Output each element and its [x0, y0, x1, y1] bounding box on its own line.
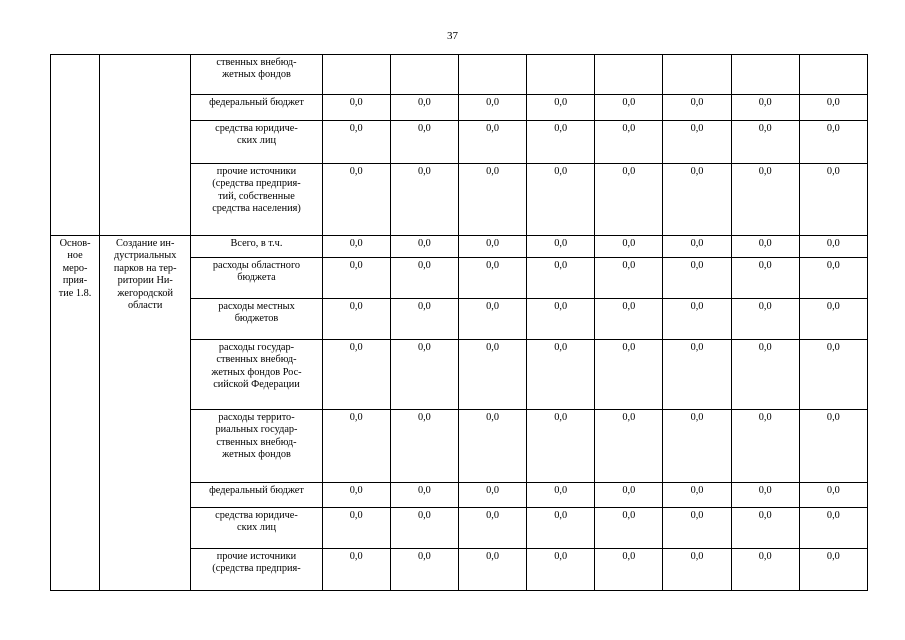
- value-cell: 0,0: [322, 549, 390, 591]
- measure-name: Создание ин- дустриальных парков на тер- ритории Ни- жегородской области: [100, 236, 191, 591]
- value-cell: 0,0: [731, 258, 799, 299]
- value-cell: 0,0: [595, 164, 663, 236]
- source-label: Всего, в т.ч.: [191, 236, 322, 258]
- value-cell: 0,0: [663, 299, 731, 340]
- value-cell: 0,0: [731, 299, 799, 340]
- value-cell: 0,0: [527, 236, 595, 258]
- value-cell: 0,0: [458, 121, 526, 164]
- value-cell: 0,0: [458, 164, 526, 236]
- value-cell: 0,0: [527, 508, 595, 549]
- value-cell: 0,0: [527, 258, 595, 299]
- value-cell: [731, 55, 799, 95]
- table-row: [51, 236, 868, 258]
- value-cell: 0,0: [663, 340, 731, 410]
- value-cell: 0,0: [731, 508, 799, 549]
- source-label: расходы государ- ственных внебюд- жетных фондов Рос- сийской Федерации: [191, 340, 322, 410]
- value-cell: 0,0: [595, 258, 663, 299]
- measure-code: Основ- ное меро- прия- тие 1.8.: [51, 236, 100, 591]
- source-label: расходы областного бюджета: [191, 258, 322, 299]
- page-number: 37: [447, 30, 458, 42]
- value-cell: 0,0: [458, 508, 526, 549]
- value-cell: 0,0: [663, 483, 731, 508]
- source-label: федеральный бюджет: [191, 483, 322, 508]
- value-cell: 0,0: [527, 164, 595, 236]
- source-label: расходы местных бюджетов: [191, 299, 322, 340]
- value-cell: 0,0: [663, 95, 731, 121]
- value-cell: 0,0: [322, 483, 390, 508]
- value-cell: 0,0: [731, 95, 799, 121]
- value-cell: 0,0: [322, 121, 390, 164]
- value-cell: 0,0: [390, 95, 458, 121]
- value-cell: 0,0: [799, 549, 867, 591]
- value-cell: 0,0: [390, 299, 458, 340]
- source-label: средства юридиче- ских лиц: [191, 121, 322, 164]
- value-cell: 0,0: [322, 410, 390, 483]
- value-cell: 0,0: [595, 483, 663, 508]
- value-cell: 0,0: [799, 410, 867, 483]
- value-cell: 0,0: [390, 121, 458, 164]
- empty-name-cell: [100, 55, 191, 236]
- value-cell: 0,0: [390, 258, 458, 299]
- value-cell: 0,0: [799, 236, 867, 258]
- value-cell: 0,0: [458, 258, 526, 299]
- value-cell: 0,0: [799, 258, 867, 299]
- source-label: расходы террито- риальных государ- ственных внебюд- жетных фондов: [191, 410, 322, 483]
- value-cell: 0,0: [595, 508, 663, 549]
- value-cell: 0,0: [731, 121, 799, 164]
- value-cell: 0,0: [595, 299, 663, 340]
- value-cell: [527, 55, 595, 95]
- value-cell: 0,0: [799, 340, 867, 410]
- value-cell: 0,0: [595, 236, 663, 258]
- value-cell: 0,0: [527, 410, 595, 483]
- value-cell: 0,0: [322, 236, 390, 258]
- value-cell: 0,0: [799, 483, 867, 508]
- value-cell: 0,0: [731, 410, 799, 483]
- value-cell: 0,0: [731, 340, 799, 410]
- value-cell: 0,0: [663, 121, 731, 164]
- value-cell: 0,0: [663, 508, 731, 549]
- value-cell: 0,0: [527, 121, 595, 164]
- value-cell: 0,0: [799, 95, 867, 121]
- value-cell: 0,0: [527, 483, 595, 508]
- value-cell: [595, 55, 663, 95]
- value-cell: 0,0: [322, 258, 390, 299]
- value-cell: 0,0: [799, 164, 867, 236]
- value-cell: 0,0: [390, 164, 458, 236]
- value-cell: 0,0: [663, 549, 731, 591]
- value-cell: 0,0: [390, 483, 458, 508]
- value-cell: 0,0: [663, 164, 731, 236]
- value-cell: 0,0: [663, 410, 731, 483]
- empty-code-cell: [51, 55, 100, 236]
- value-cell: 0,0: [731, 549, 799, 591]
- value-cell: 0,0: [663, 236, 731, 258]
- source-label: федеральный бюджет: [191, 95, 322, 121]
- source-label: средства юридиче- ских лиц: [191, 508, 322, 549]
- value-cell: 0,0: [595, 549, 663, 591]
- table-row: [51, 55, 868, 95]
- value-cell: [390, 55, 458, 95]
- value-cell: 0,0: [527, 95, 595, 121]
- value-cell: 0,0: [595, 340, 663, 410]
- value-cell: 0,0: [458, 549, 526, 591]
- value-cell: 0,0: [527, 340, 595, 410]
- value-cell: 0,0: [458, 95, 526, 121]
- value-cell: 0,0: [390, 549, 458, 591]
- value-cell: 0,0: [731, 483, 799, 508]
- value-cell: [322, 55, 390, 95]
- value-cell: 0,0: [799, 121, 867, 164]
- value-cell: 0,0: [458, 340, 526, 410]
- source-label: прочие источники (средства предприя- тий, собственные средства населения): [191, 164, 322, 236]
- value-cell: 0,0: [731, 236, 799, 258]
- value-cell: 0,0: [731, 164, 799, 236]
- value-cell: [663, 55, 731, 95]
- value-cell: 0,0: [458, 299, 526, 340]
- value-cell: 0,0: [322, 299, 390, 340]
- value-cell: 0,0: [595, 410, 663, 483]
- value-cell: 0,0: [663, 258, 731, 299]
- value-cell: 0,0: [458, 483, 526, 508]
- source-label: прочие источники (средства предприя-: [191, 549, 322, 591]
- value-cell: 0,0: [322, 164, 390, 236]
- source-label: ственных внебюд- жетных фондов: [191, 55, 322, 95]
- value-cell: 0,0: [322, 95, 390, 121]
- value-cell: 0,0: [390, 410, 458, 483]
- value-cell: 0,0: [527, 549, 595, 591]
- funding-table: [50, 54, 868, 591]
- value-cell: 0,0: [595, 95, 663, 121]
- value-cell: 0,0: [390, 340, 458, 410]
- value-cell: 0,0: [799, 508, 867, 549]
- value-cell: 0,0: [595, 121, 663, 164]
- value-cell: [458, 55, 526, 95]
- value-cell: 0,0: [458, 410, 526, 483]
- value-cell: 0,0: [458, 236, 526, 258]
- value-cell: 0,0: [390, 236, 458, 258]
- value-cell: 0,0: [527, 299, 595, 340]
- value-cell: 0,0: [799, 299, 867, 340]
- value-cell: 0,0: [322, 340, 390, 410]
- value-cell: 0,0: [322, 508, 390, 549]
- value-cell: [799, 55, 867, 95]
- value-cell: 0,0: [390, 508, 458, 549]
